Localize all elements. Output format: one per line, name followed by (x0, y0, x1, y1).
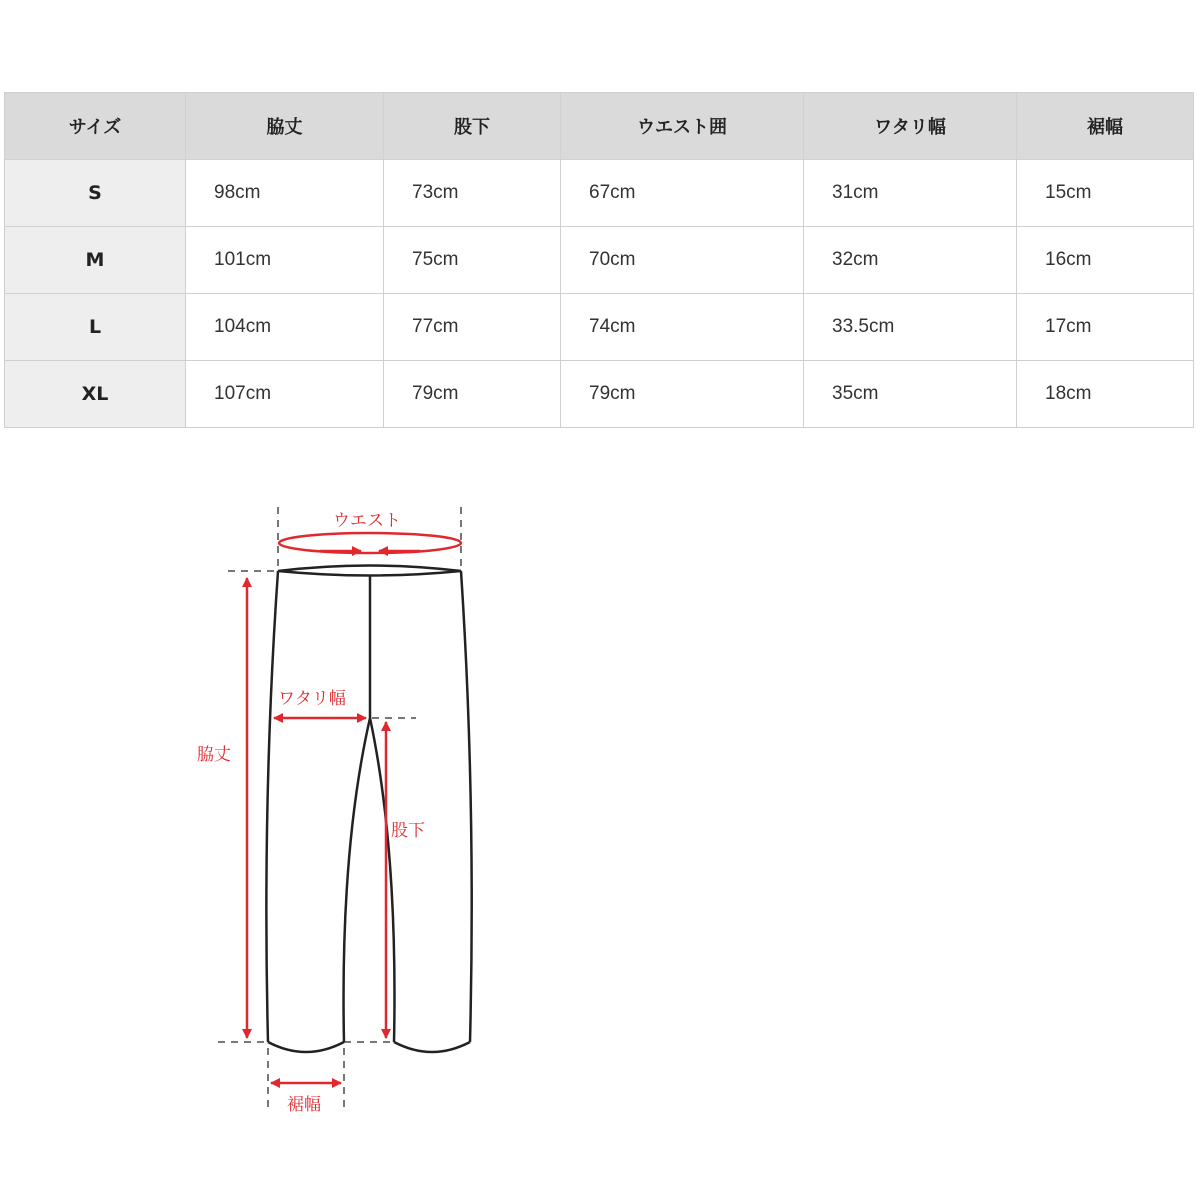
inseam-label: 股下 (391, 821, 425, 841)
inseam-value: 77cm (384, 294, 561, 361)
size-chart-table (4, 92, 1194, 428)
table-row (5, 294, 1194, 361)
hem-width-value: 17cm (1017, 294, 1194, 361)
header-waist: ウエスト囲 (561, 93, 804, 160)
thigh-width-value: 35cm (804, 361, 1017, 428)
inseam-value: 75cm (384, 227, 561, 294)
pants-measurement-diagram (180, 490, 500, 1130)
table-row (5, 227, 1194, 294)
thigh-width-value: 31cm (804, 160, 1017, 227)
side-length-value: 98cm (186, 160, 384, 227)
table-row (5, 160, 1194, 227)
size-label: L (5, 294, 186, 361)
pants-outline-icon (180, 490, 500, 1130)
side-length-value: 104cm (186, 294, 384, 361)
table-header-row (5, 93, 1194, 160)
side-length-value: 107cm (186, 361, 384, 428)
thigh-width-label: ワタリ幅 (278, 689, 346, 709)
table-row (5, 361, 1194, 428)
side-length-value: 101cm (186, 227, 384, 294)
waist-value: 79cm (561, 361, 804, 428)
hem-width-label: 裾幅 (287, 1095, 321, 1115)
header-inseam: 股下 (384, 93, 561, 160)
size-label: M (5, 227, 186, 294)
hem-width-value: 15cm (1017, 160, 1194, 227)
inseam-value: 73cm (384, 160, 561, 227)
waist-value: 70cm (561, 227, 804, 294)
header-size: サイズ (5, 93, 186, 160)
thigh-width-value: 32cm (804, 227, 1017, 294)
side-length-label: 脇丈 (197, 745, 231, 765)
waist-value: 74cm (561, 294, 804, 361)
hem-width-value: 18cm (1017, 361, 1194, 428)
header-hem-width: 裾幅 (1017, 93, 1194, 160)
waist-value: 67cm (561, 160, 804, 227)
hem-width-value: 16cm (1017, 227, 1194, 294)
header-side-length: 脇丈 (186, 93, 384, 160)
inseam-value: 79cm (384, 361, 561, 428)
size-label: XL (5, 361, 186, 428)
size-label: S (5, 160, 186, 227)
thigh-width-value: 33.5cm (804, 294, 1017, 361)
header-thigh-width: ワタリ幅 (804, 93, 1017, 160)
waist-label: ウエスト (333, 511, 401, 531)
